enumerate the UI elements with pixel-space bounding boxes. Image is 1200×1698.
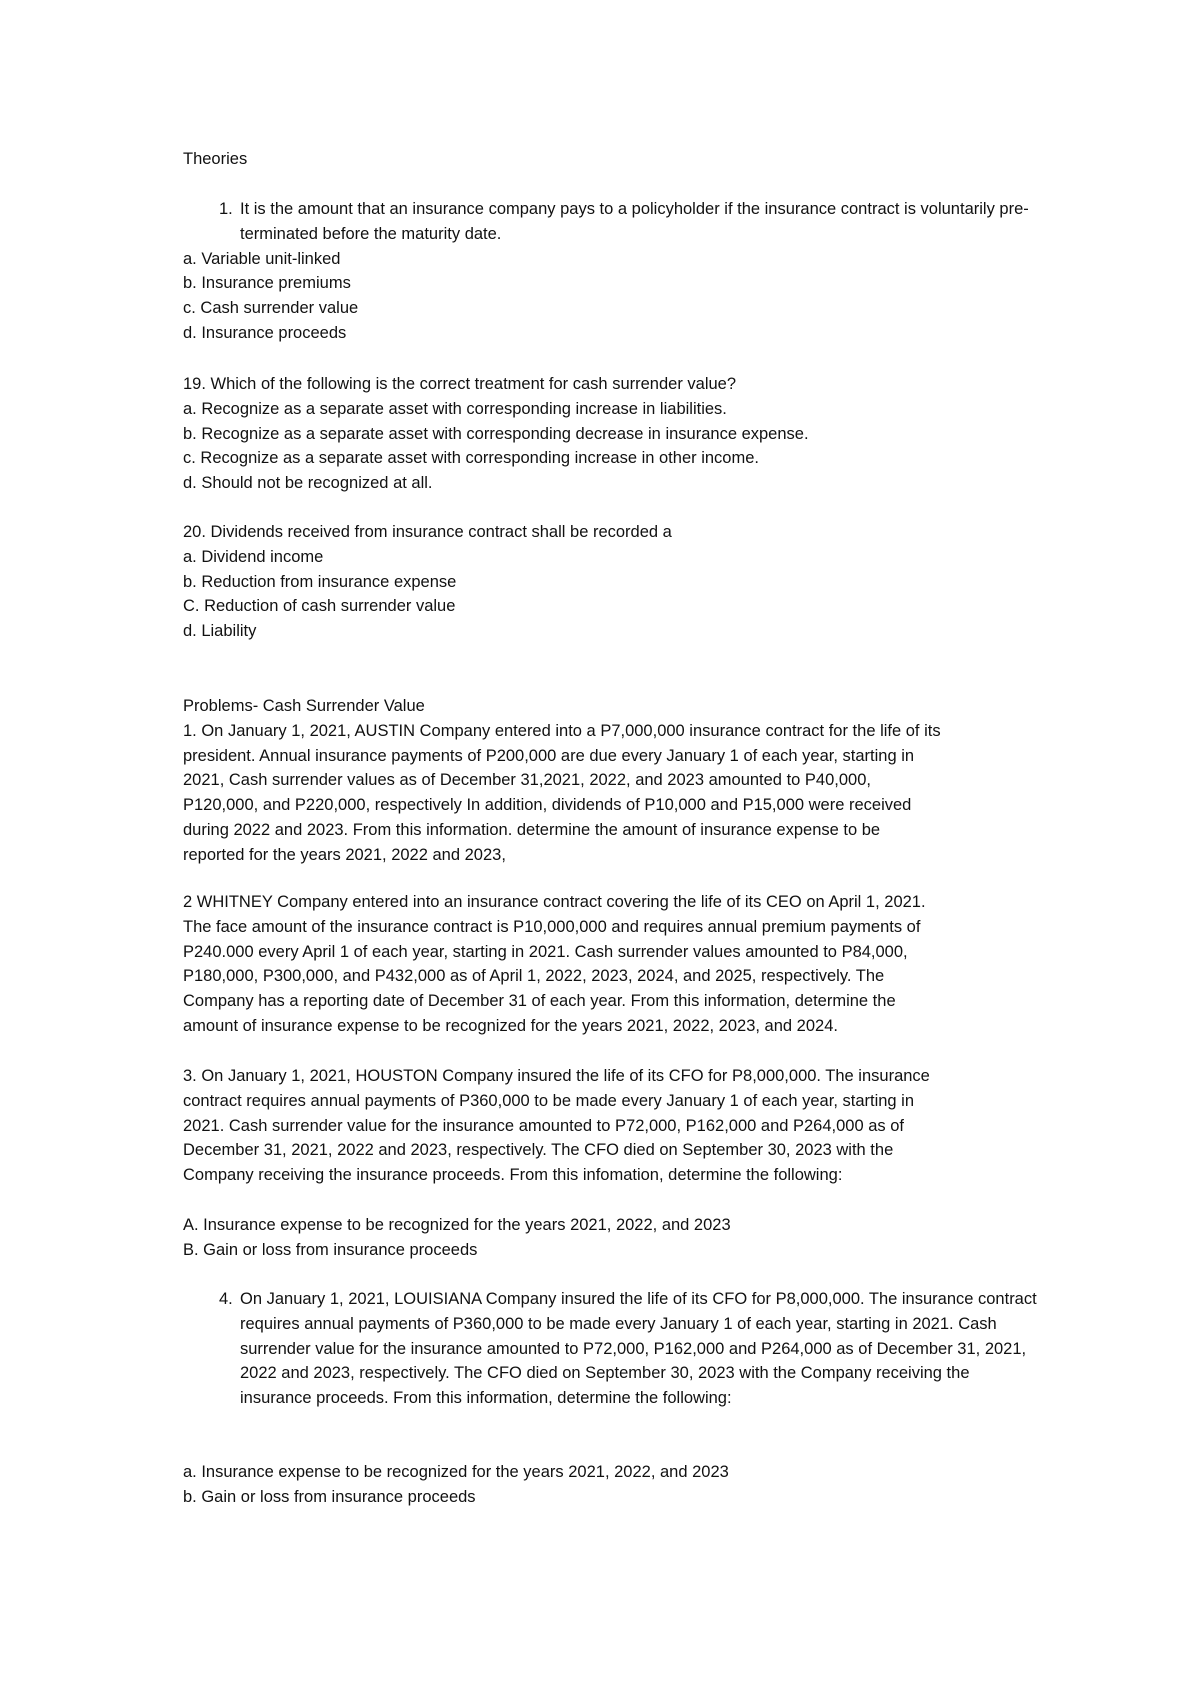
problem-3-line: 2021. Cash surrender value for the insurance amounted to P72,000, P162,000 and P264,000 as of (183, 1116, 905, 1135)
question-20 (183, 520, 672, 644)
question-1-option-b: b. Insurance premiums (183, 274, 351, 293)
problem-2-line: Company has a reporting date of December 31 of each year. From this information, determine the (183, 992, 896, 1011)
problem-1 (183, 694, 941, 868)
problem-2-line: P240.000 every April 1 of each year, starting in 2021. Cash surrender values amounted to P84,000, (183, 942, 908, 961)
problem-1-line: president. Annual insurance payments of P200,000 are due every January 1 of each year, starting in (183, 746, 915, 765)
question-19-option-b: b. Recognize as a separate asset with corresponding decrease in insurance expense. (183, 424, 809, 443)
problem-2-line: 2 WHITNEY Company entered into an insurance contract covering the life of its CEO on April 1, 2021. (183, 893, 926, 911)
problem-4-number: 4. (219, 1290, 233, 1308)
question-1-number: 1. (219, 200, 233, 218)
question-1 (183, 197, 1060, 346)
problem-1-line: 2021, Cash surrender values as of December 31,2021, 2022, and 2023 amounted to P40,000, (183, 771, 871, 790)
question-1-text: It is the amount that an insurance company pays to a policyholder if the insurance contract is voluntarily pre-terminated before the maturity date. (240, 200, 1029, 243)
question-20-option-b: b. Reduction from insurance expense (183, 572, 457, 591)
problem-3 (183, 1064, 930, 1188)
problem-4-requirement-a: a. Insurance expense to be recognized for the years 2021, 2022, and 2023 (183, 1463, 729, 1481)
question-19-option-a: a. Recognize as a separate asset with corresponding increase in liabilities. (183, 399, 727, 418)
problem-2-line: P180,000, P300,000, and P432,000 as of April 1, 2022, 2023, 2024, and 2025, respectively. The (183, 967, 885, 986)
question-19-stem: 19. Which of the following is the correct treatment for cash surrender value? (183, 375, 737, 393)
question-20-option-c: C. Reduction of cash surrender value (183, 597, 456, 616)
problem-1-line: 1. On January 1, 2021, AUSTIN Company entered into a P7,000,000 insurance contract for the life of its (183, 721, 941, 740)
problem-2-line: amount of insurance expense to be recognized for the years 2021, 2022, 2023, and 2024. (183, 1016, 838, 1035)
question-20-option-d: d. Liability (183, 622, 257, 641)
problem-4-requirements (183, 1460, 729, 1510)
problem-3-line: contract requires annual payments of P360,000 to be made every January 1 of each year, starting in (183, 1091, 915, 1110)
question-20-option-a: a. Dividend income (183, 547, 324, 566)
problem-4-text: On January 1, 2021, LOUISIANA Company insured the life of its CFO for P8,000,000. The insurance contract requires annual payments of P360,000 to be made every January 1 of each year, starting in 2021. Cash surrender value for the insurance amounted to P72,000, P162,000 and P264,000 as of December 31, 2021, 2022 and 2023, respectively. The CFO died on September 30, 2023 with the Company receiving the insurance proceeds. From this information, determine the following: (240, 1290, 1037, 1408)
problem-1-line: during 2022 and 2023. From this information. determine the amount of insurance expense to be (183, 820, 881, 839)
question-1-option-c: c. Cash surrender value (183, 299, 359, 318)
problems-heading: Problems- Cash Surrender Value (183, 697, 425, 715)
problem-3-requirement-a: A. Insurance expense to be recognized for the years 2021, 2022, and 2023 (183, 1216, 731, 1234)
problem-3-line: Company receiving the insurance proceeds. From this infomation, determine the following: (183, 1166, 843, 1185)
problem-3-requirements (183, 1213, 731, 1263)
question-1-option-d: d. Insurance proceeds (183, 323, 347, 342)
problem-2 (183, 890, 926, 1039)
question-1-stem (183, 197, 1060, 247)
problem-4 (219, 1287, 1040, 1411)
problem-3-line: 3. On January 1, 2021, HOUSTON Company insured the life of its CFO for P8,000,000. The insurance (183, 1067, 930, 1085)
question-19-option-d: d. Should not be recognized at all. (183, 474, 433, 493)
question-19 (183, 372, 809, 496)
problem-1-line: reported for the years 2021, 2022 and 2023, (183, 845, 506, 864)
problem-2-line: The face amount of the insurance contract is P10,000,000 and requires annual premium payments of (183, 917, 921, 936)
problem-3-requirement-b: B. Gain or loss from insurance proceeds (183, 1240, 478, 1259)
problem-1-line: P120,000, and P220,000, respectively In addition, dividends of P10,000 and P15,000 were received (183, 796, 912, 815)
question-19-option-c: c. Recognize as a separate asset with corresponding increase in other income. (183, 449, 759, 468)
problem-3-line: December 31, 2021, 2022 and 2023, respectively. The CFO died on September 30, 2023 with the (183, 1141, 894, 1160)
question-1-option-a: a. Variable unit-linked (183, 249, 341, 268)
theories-heading: Theories (183, 150, 248, 168)
question-20-stem: 20. Dividends received from insurance contract shall be recorded a (183, 523, 672, 541)
problem-4-requirement-b: b. Gain or loss from insurance proceeds (183, 1487, 476, 1506)
